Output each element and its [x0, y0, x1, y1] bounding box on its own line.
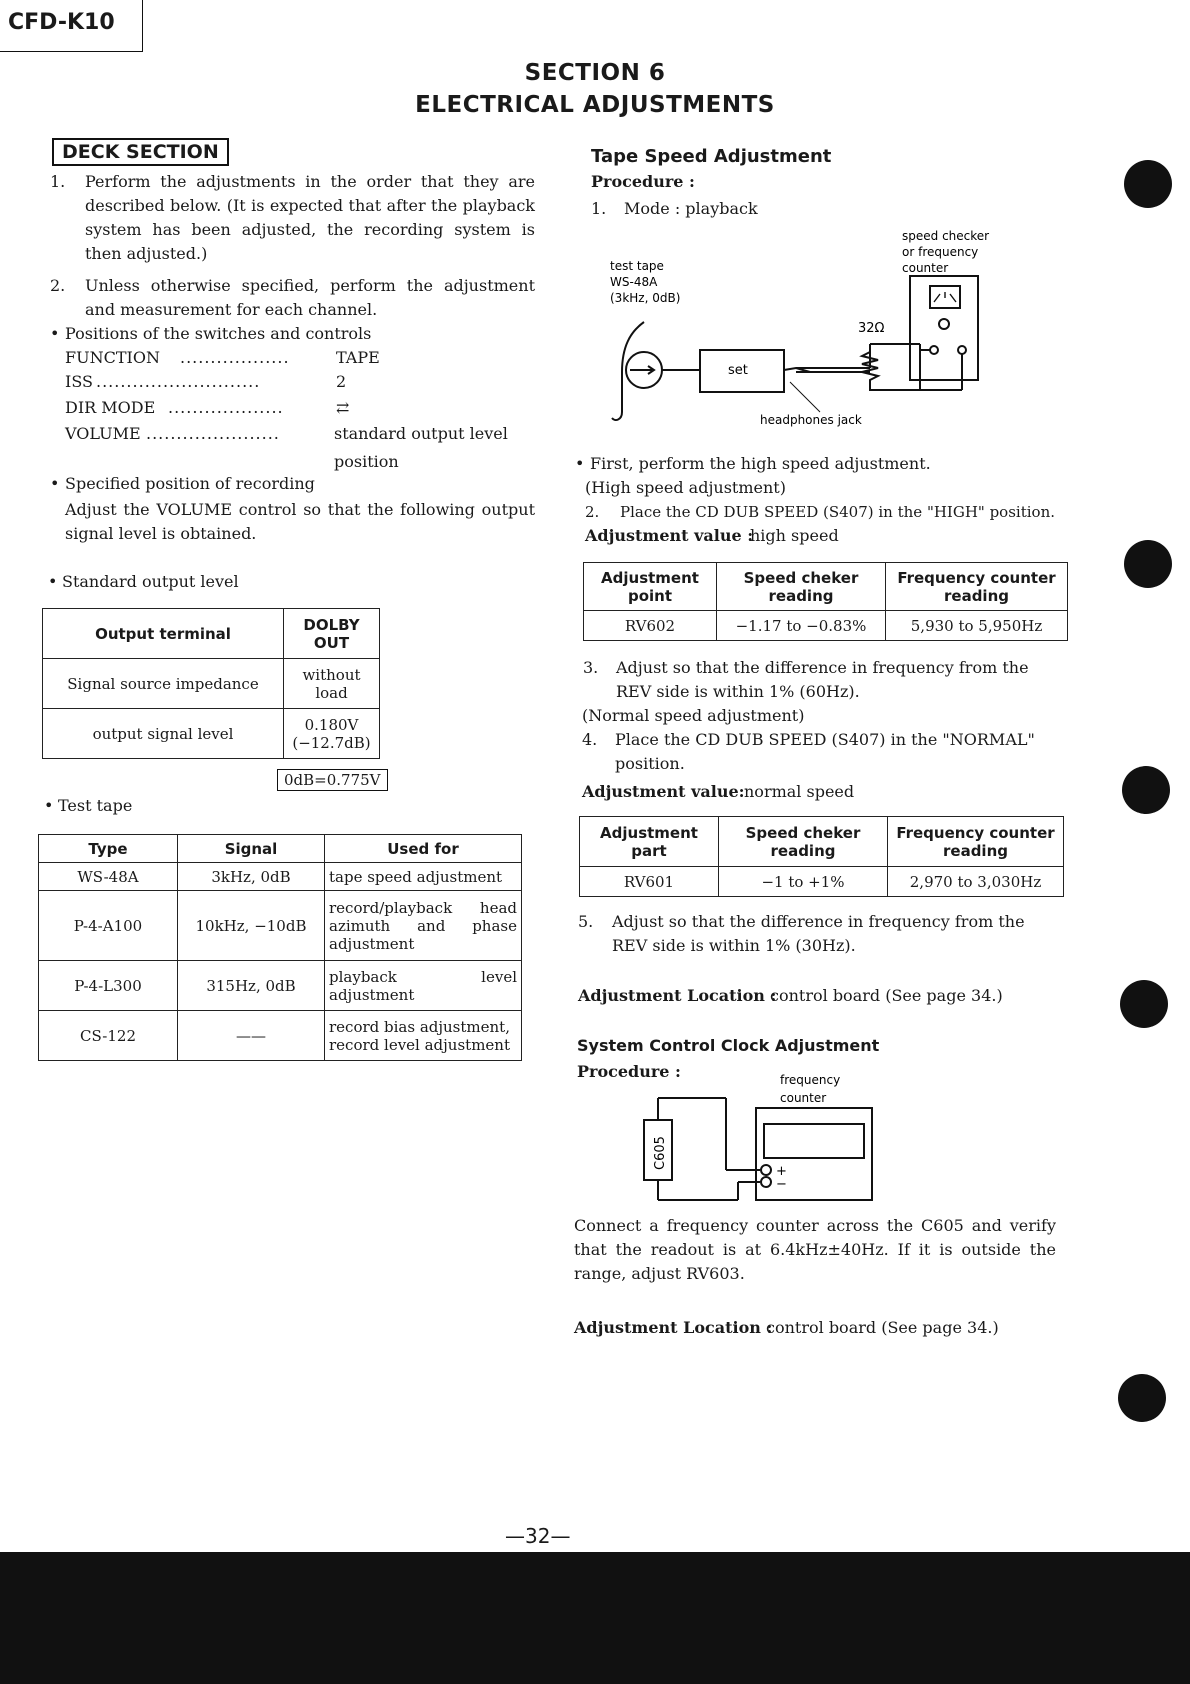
section-title: ELECTRICAL ADJUSTMENTS — [415, 92, 775, 118]
table-cell: −1 to +1% — [719, 867, 888, 897]
diagram-label-test-tape: test tape — [610, 259, 664, 273]
diagram-label-counter: counter — [902, 261, 949, 275]
step2-number: 2. — [585, 503, 600, 521]
table-row — [39, 891, 522, 961]
test-tape-heading: Test tape — [58, 796, 133, 815]
table-header-line: Frequency counter — [897, 568, 1056, 587]
capacitor-label: C605 — [653, 1136, 668, 1170]
table-header-line: reading — [943, 841, 1008, 860]
first-note: First, perform the high speed adjustment. — [590, 454, 931, 473]
table-cell: output signal level — [43, 709, 284, 759]
table-header: Signal — [178, 835, 325, 863]
procedure-label: Procedure : — [591, 172, 695, 191]
step1-text: Mode : playback — [624, 199, 758, 218]
table-cell: P-4-A100 — [39, 891, 178, 961]
table-cell: 315Hz, 0dB — [178, 961, 325, 1011]
table-header-line: Adjustment — [600, 823, 698, 842]
table-cell: —— — [178, 1011, 325, 1061]
volume-value: standard output level — [334, 424, 508, 443]
table-cell: without load — [284, 659, 380, 709]
specified-text: Adjust the VOLUME control so that the following output signal level is obtained. — [65, 500, 535, 543]
table-header — [888, 817, 1064, 867]
diagram-label-set: set — [728, 363, 748, 378]
diagram-label-speed-checker: speed checker — [902, 229, 990, 243]
table-cell: WS-48A — [39, 863, 178, 891]
dot-leader: ........................... — [96, 372, 261, 391]
bullet: • — [575, 454, 585, 473]
table-cell: CS-122 — [39, 1011, 178, 1061]
binding-hole — [1124, 160, 1172, 208]
diagram-label-resistor: 32Ω — [858, 321, 885, 336]
table-header-row — [39, 835, 522, 863]
table-row — [39, 863, 522, 891]
diagram-label-ws48a: WS-48A — [610, 275, 658, 289]
table-cell — [284, 709, 380, 759]
volume-label: VOLUME — [65, 424, 141, 443]
table-row — [39, 1011, 522, 1061]
odb-note: 0dB=0.775V — [277, 769, 388, 791]
adjustment-location-label: Adjustment Location : — [574, 1318, 773, 1337]
function-value: TAPE — [336, 348, 380, 367]
tape-speed-title: Tape Speed Adjustment — [591, 146, 832, 167]
table-header-line: Frequency counter — [896, 823, 1055, 842]
procedure-label: Procedure : — [577, 1062, 681, 1081]
table-cell: 2,970 to 3,030Hz — [888, 867, 1064, 897]
dir-mode-label: DIR MODE — [65, 398, 156, 417]
section-number: SECTION 6 — [524, 60, 666, 86]
minus-sign: − — [776, 1177, 787, 1192]
table-header — [584, 563, 717, 611]
positions-heading: Positions of the switches and controls — [65, 324, 372, 343]
diagram-label-or-frequency: or frequency — [902, 245, 979, 259]
clock-diagram — [630, 1068, 880, 1208]
plus-sign: + — [776, 1164, 787, 1179]
table-header-line: point — [627, 586, 673, 605]
step5-text: Adjust so that the difference in frequency from the REV side is within 1% (30Hz). — [612, 912, 1025, 955]
table-row — [584, 611, 1068, 641]
table-cell: playback level adjustment — [325, 961, 522, 1011]
standard-output-table — [42, 608, 380, 759]
step5-number: 5. — [578, 912, 594, 931]
table-header-line: reading — [944, 586, 1009, 605]
bullet: • — [50, 324, 60, 343]
table-cell: 3kHz, 0dB — [178, 863, 325, 891]
clock-schematic — [644, 1098, 872, 1200]
step2-text: Place the CD DUB SPEED (S407) in the "HIGH" position. — [620, 503, 1055, 521]
table-header-line: part — [631, 841, 667, 860]
dot-leader: ...................... — [146, 424, 280, 443]
step3-number: 3. — [583, 658, 599, 677]
adjustment-value: high speed — [750, 526, 839, 545]
model-label: CFD-K10 — [0, 0, 143, 52]
table-header — [719, 817, 888, 867]
table-header: Output terminal — [43, 609, 284, 659]
clock-title: System Control Clock Adjustment — [577, 1036, 880, 1055]
bullet: • — [48, 572, 58, 591]
page-number: —32— — [505, 1524, 571, 1548]
item2-number: 2. — [50, 276, 66, 295]
table-cell: record bias adjustment, record level adjustment — [325, 1011, 522, 1061]
dot-leader: ................... — [168, 398, 284, 417]
tape-speed-diagram — [600, 222, 1010, 434]
dir-mode-value: ⇄ — [336, 398, 350, 417]
table-cell: P-4-L300 — [39, 961, 178, 1011]
table-row — [39, 961, 522, 1011]
table-header: Type — [39, 835, 178, 863]
binding-hole — [1120, 980, 1168, 1028]
item2-text: Unless otherwise specified, perform the adjustment and measurement for each channel. — [85, 276, 535, 319]
scan-shadow — [0, 1552, 1190, 1684]
bullet: • — [50, 474, 60, 493]
table-header-line: reading — [770, 841, 836, 860]
table-cell: 5,930 to 5,950Hz — [886, 611, 1068, 641]
standard-output-heading: Standard output level — [62, 572, 239, 591]
binding-hole — [1124, 540, 1172, 588]
volume-value-line2: position — [334, 452, 399, 471]
diagram-label-jack: headphones jack — [760, 413, 862, 427]
normal-speed-table — [579, 816, 1064, 897]
item1-number: 1. — [50, 172, 66, 191]
diagram-label-frequency: frequency — [780, 1073, 841, 1087]
iss-value: 2 — [336, 372, 347, 391]
adjustment-location-value: control board (See page 34.) — [770, 986, 1003, 1005]
table-cell: −1.17 to −0.83% — [717, 611, 886, 641]
table-cell: 10kHz, −10dB — [178, 891, 325, 961]
table-header: DOLBY OUT — [284, 609, 380, 659]
table-row — [580, 867, 1064, 897]
table-header-line: Speed cheker — [745, 823, 861, 842]
high-speed-subheading: (High speed adjustment) — [585, 478, 786, 497]
table-cell: record/playback head azimuth and phase adjustment — [325, 891, 522, 961]
table-cell: RV601 — [580, 867, 719, 897]
test-tape-table — [38, 834, 522, 1061]
item1-text: Perform the adjustments in the order that they are described below. (It is expected that after the playback system has been adjusted, the recording system is then adjusted.) — [85, 172, 535, 263]
table-cell: Signal source impedance — [43, 659, 284, 709]
specified-heading: Specified position of recording — [65, 474, 315, 493]
adjustment-value: normal speed — [744, 782, 855, 801]
adjustment-location-value: control board (See page 34.) — [766, 1318, 999, 1337]
table-header — [717, 563, 886, 611]
step3-text: Adjust so that the difference in frequency from the REV side is within 1% (60Hz). — [616, 658, 1029, 701]
normal-speed-subheading: (Normal speed adjustment) — [582, 706, 805, 725]
step1-number: 1. — [591, 199, 607, 218]
adjustment-location-label: Adjustment Location : — [578, 986, 777, 1005]
step4-number: 4. — [582, 730, 598, 749]
step4-text: Place the CD DUB SPEED (S407) in the "NORMAL" position. — [615, 730, 1035, 773]
binding-hole — [1122, 766, 1170, 814]
deck-section-title: DECK SECTION — [52, 138, 229, 166]
table-header-line: Speed cheker — [743, 568, 859, 587]
table-header — [886, 563, 1068, 611]
iss-label: ISS — [65, 372, 93, 391]
table-header-line: reading — [768, 586, 834, 605]
table-cell: tape speed adjustment — [325, 863, 522, 891]
clock-text: Connect a frequency counter across the C605 and verify that the readout is at 6.4kHz±40Hz. If it is outside the range, adjust RV603. — [574, 1216, 1056, 1283]
function-label: FUNCTION — [65, 348, 160, 367]
adjustment-value-label: Adjustment value : — [585, 526, 754, 545]
table-header-line: Adjustment — [601, 568, 699, 587]
binding-hole — [1118, 1374, 1166, 1422]
table-header: Used for — [325, 835, 522, 863]
bullet: • — [44, 796, 54, 815]
table-cell-line: 0.180V — [304, 715, 359, 734]
dot-leader: .................. — [180, 348, 290, 367]
high-speed-table — [583, 562, 1068, 641]
table-cell-line: (−12.7dB) — [292, 733, 371, 752]
adjustment-value-label: Adjustment value: — [582, 782, 745, 801]
diagram-label-counter: counter — [780, 1091, 827, 1105]
diagram-label-signal: (3kHz, 0dB) — [610, 291, 681, 305]
table-cell: RV602 — [584, 611, 717, 641]
table-header — [580, 817, 719, 867]
